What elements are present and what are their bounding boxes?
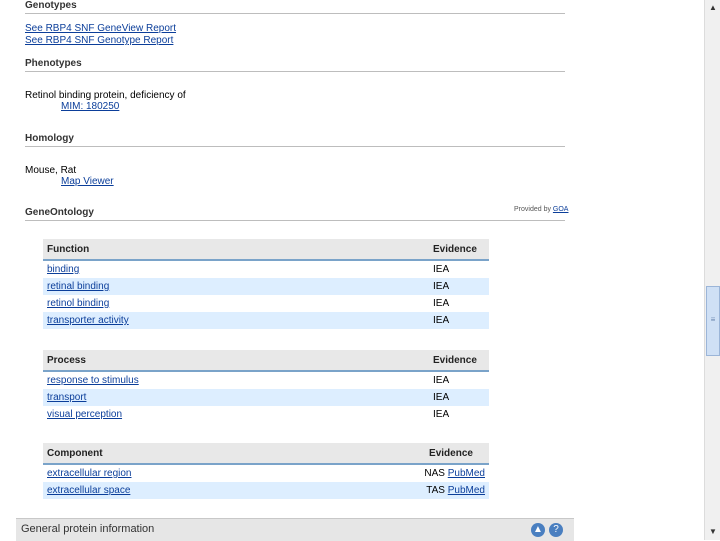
go-term-link[interactable]: visual perception (47, 409, 123, 420)
geneview-report-link[interactable]: See RBP4 SNF GeneView Report (25, 23, 177, 34)
homology-heading: Homology (25, 133, 565, 147)
scroll-down-arrow-icon[interactable]: ▼ (709, 527, 717, 536)
evidence-header: Evidence (429, 350, 489, 371)
table-header-row (43, 443, 489, 464)
map-viewer-link[interactable]: Map Viewer (61, 176, 114, 187)
go-term-link[interactable]: retinal binding (47, 281, 110, 292)
table-row (43, 278, 489, 295)
table-row (43, 371, 489, 389)
homology-text: Mouse, Rat (25, 165, 77, 176)
go-term-link[interactable]: response to stimulus (47, 375, 139, 386)
go-term-link[interactable]: binding (47, 264, 80, 275)
scroll-up-arrow-icon[interactable]: ▲ (709, 3, 717, 12)
evidence-header: Evidence (429, 239, 489, 260)
phenotypes-heading: Phenotypes (25, 58, 565, 72)
table-row (43, 295, 489, 312)
go-component-table (43, 443, 489, 499)
section-bar-label: General protein information (21, 523, 155, 535)
evidence-code: IEA (429, 312, 489, 329)
mim-link[interactable]: MIM: 180250 (61, 101, 120, 112)
table-header-row (43, 350, 489, 371)
scroll-thumb[interactable]: ≡ (706, 286, 720, 356)
help-icon[interactable]: ? (549, 523, 563, 537)
go-term-link[interactable]: retinol binding (47, 298, 110, 309)
table-row (43, 482, 489, 499)
pubmed-link[interactable]: PubMed (447, 485, 485, 496)
evidence-code: IEA (433, 298, 450, 309)
table-row (43, 464, 489, 482)
table-row (43, 389, 489, 406)
provided-by (514, 206, 568, 213)
phenotype-text: Retinol binding protein, deficiency of (25, 90, 186, 101)
function-header: Function (43, 239, 429, 260)
table-row (43, 312, 489, 329)
genotypes-heading: Genotypes (25, 0, 565, 14)
evidence-cell (413, 464, 489, 482)
table-row (43, 260, 489, 278)
general-protein-info-bar[interactable] (16, 518, 574, 541)
go-term-link[interactable]: extracellular space (47, 485, 131, 496)
go-function-table (43, 239, 489, 329)
evidence-header: Evidence (413, 443, 489, 464)
goa-link[interactable]: GOA (552, 206, 569, 213)
evidence-code: TAS (426, 485, 445, 496)
vertical-scrollbar[interactable] (704, 0, 720, 540)
geneontology-heading: GeneOntology (25, 207, 565, 221)
evidence-code: IEA (433, 409, 450, 420)
evidence-cell (413, 482, 489, 499)
provided-by-label: Provided by (514, 206, 551, 213)
arrow-up-icon[interactable]: ▲ (531, 523, 545, 537)
evidence-code: NAS (424, 468, 445, 479)
pubmed-link[interactable]: PubMed (447, 468, 485, 479)
go-term-link[interactable]: extracellular region (47, 468, 132, 479)
table-header-row (43, 239, 489, 260)
go-process-table (43, 350, 489, 423)
evidence-code: IEA (433, 375, 450, 386)
component-header: Component (43, 443, 413, 464)
process-header: Process (43, 350, 429, 371)
evidence-code: IEA (433, 264, 450, 275)
evidence-code: IEA (429, 278, 489, 295)
evidence-code: IEA (429, 389, 489, 406)
go-term-link[interactable]: transporter activity (47, 315, 129, 326)
genotype-report-link[interactable]: See RBP4 SNF Genotype Report (25, 35, 174, 46)
go-term-link[interactable]: transport (47, 392, 87, 403)
table-row (43, 406, 489, 423)
